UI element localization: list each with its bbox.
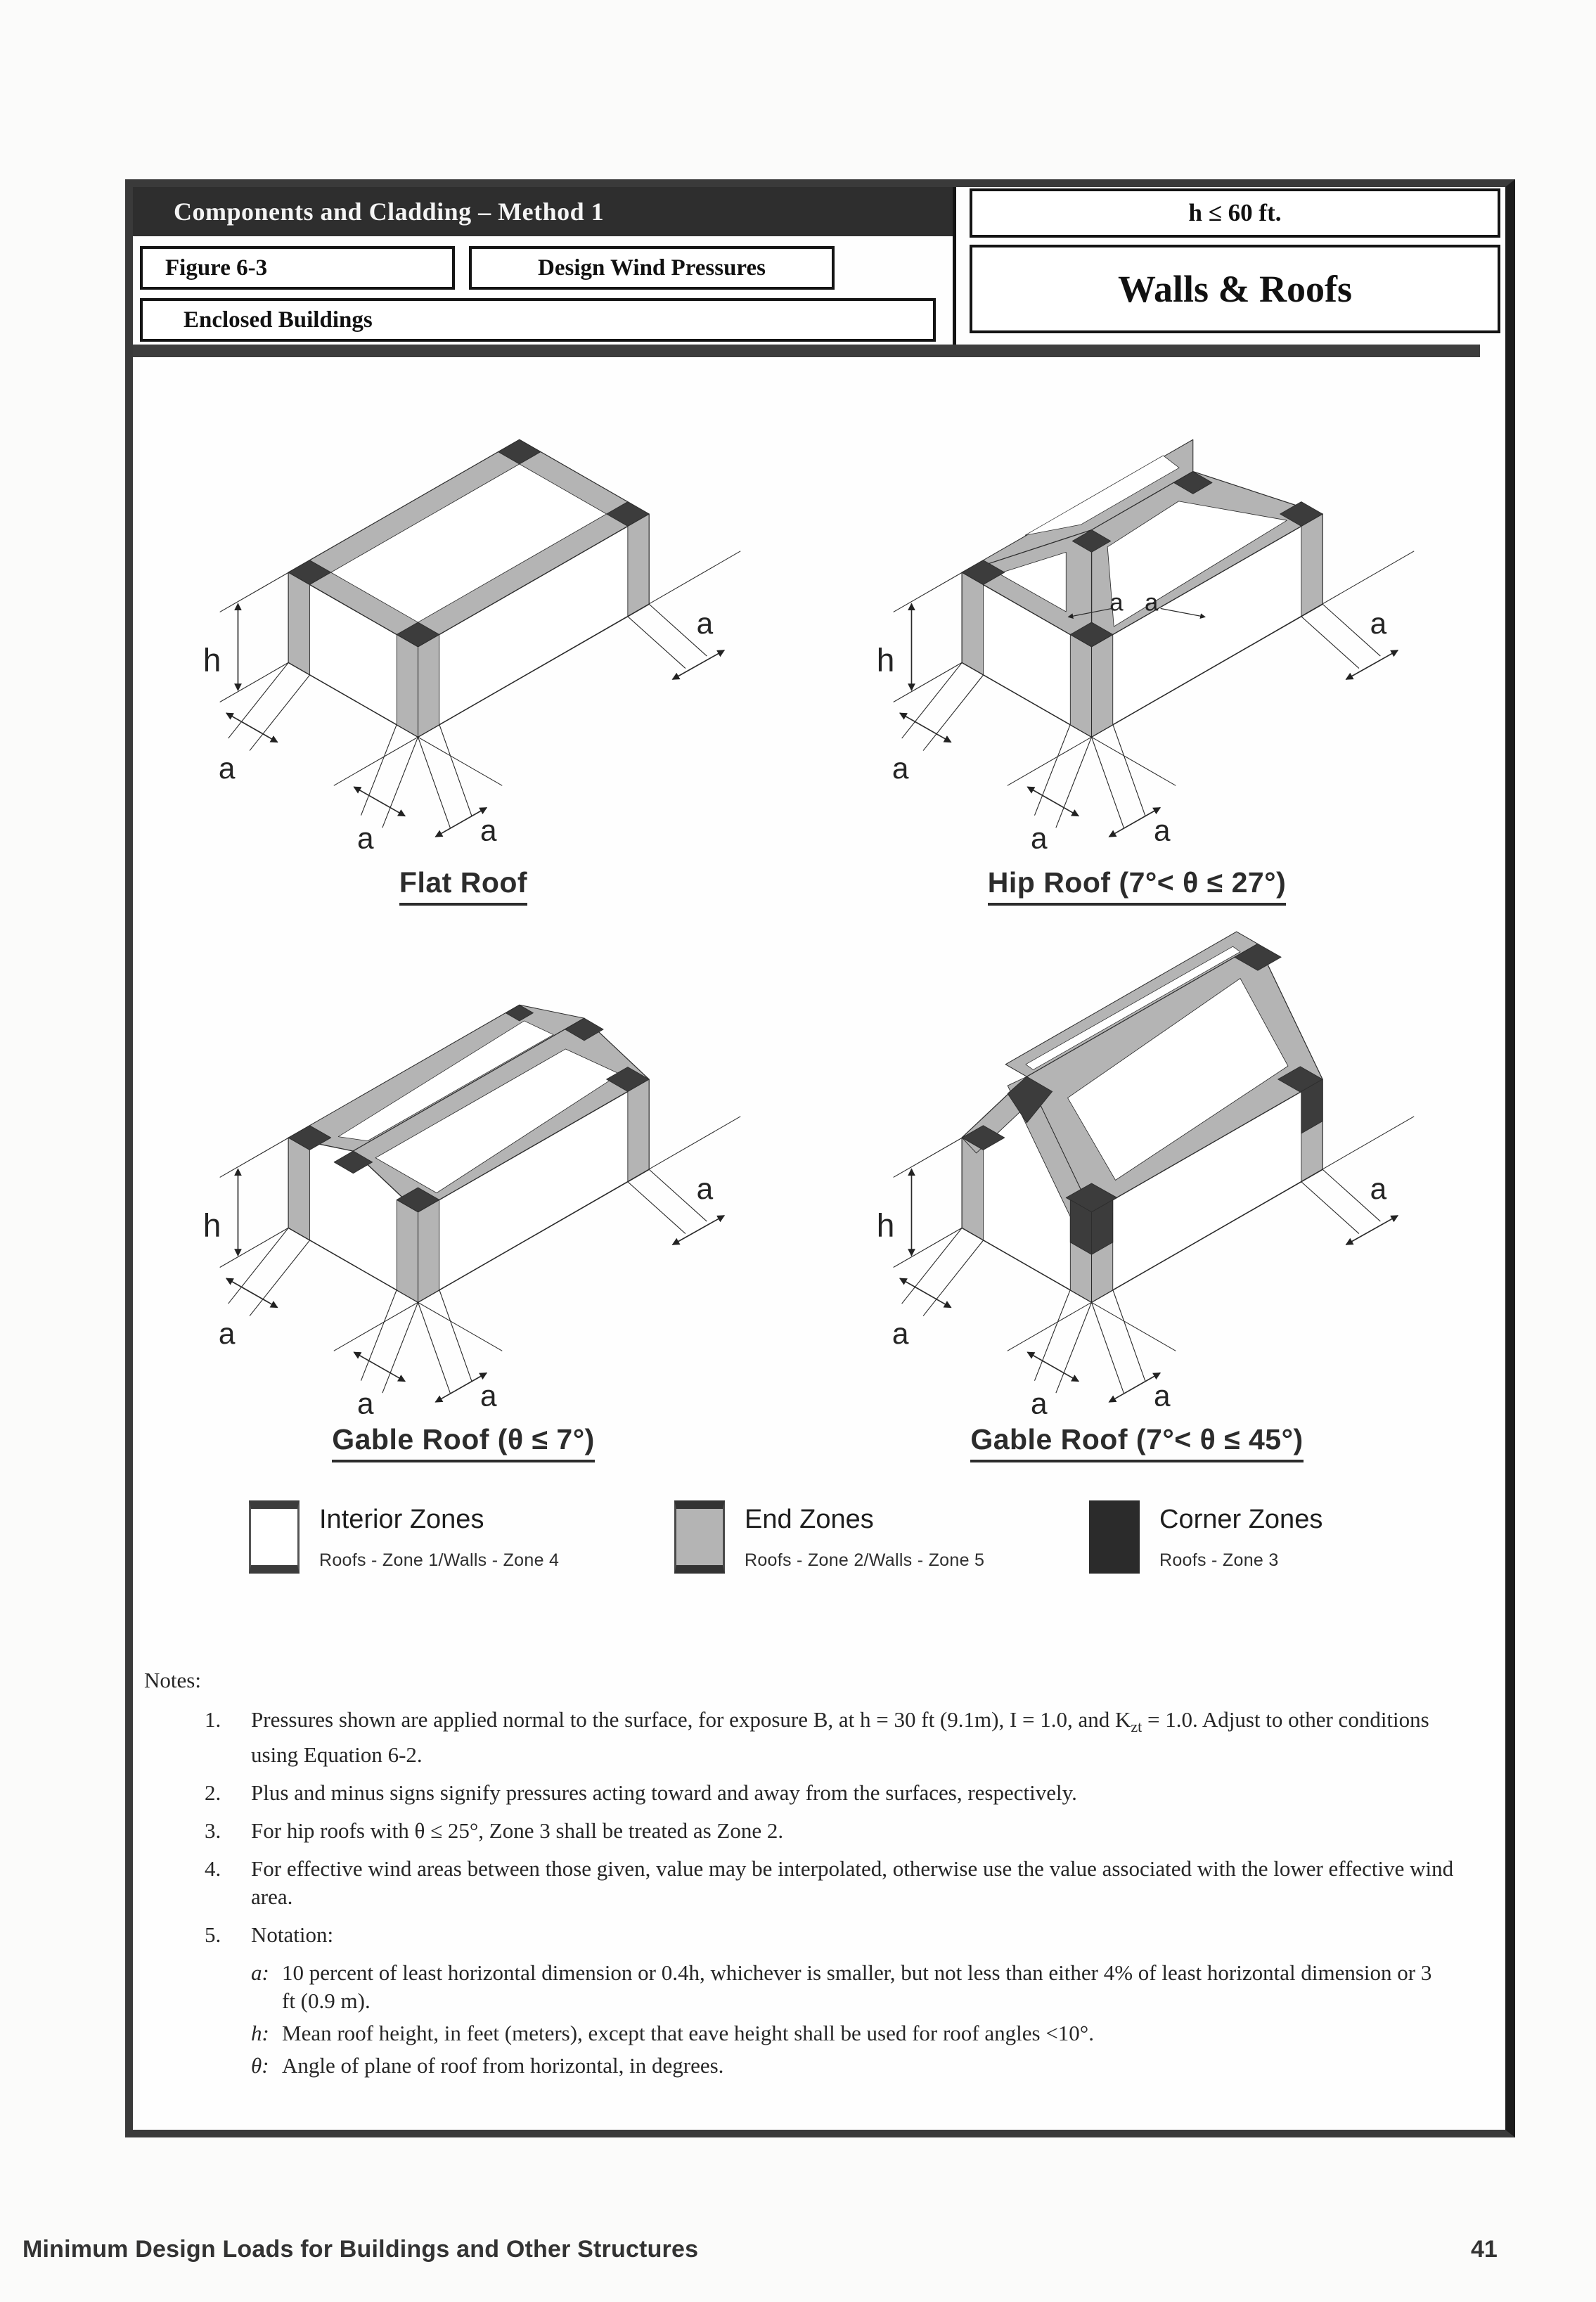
dimension-line [220, 572, 289, 612]
dimension-label: a [1109, 589, 1124, 617]
note-text-subscript: zt [1131, 1718, 1143, 1736]
header-column-divider [953, 187, 956, 345]
dimension-label: a [356, 1387, 374, 1419]
wall-corner-end-zone [962, 572, 983, 675]
dimension-line [361, 725, 397, 816]
notes-section [144, 1668, 1488, 2084]
dimension-line [229, 662, 289, 738]
design-wind-pressures-box [469, 246, 835, 290]
dimension-line [1092, 1302, 1124, 1394]
dimension-line [382, 1302, 418, 1393]
building-isometric [962, 439, 1323, 737]
dimension-line [1056, 1302, 1092, 1393]
figure-title-text: Components and Cladding – Method 1 [174, 198, 605, 226]
dimension-label: h [202, 641, 221, 679]
dimension-line [435, 1373, 487, 1402]
legend-detail: Roofs - Zone 2/Walls - Zone 5 [745, 1550, 985, 1570]
dimension-line [220, 662, 289, 702]
dimension-label: a [1370, 1171, 1387, 1205]
note-number: 3. [205, 1818, 221, 1844]
figure-frame [125, 179, 1515, 2137]
dimension-label: h [202, 1207, 221, 1244]
dimension-line [1109, 1373, 1160, 1402]
dimension-label: a [1370, 606, 1387, 640]
dimension-line [1301, 1182, 1359, 1234]
dimension-line [1109, 808, 1160, 837]
dimension-line [226, 1278, 278, 1307]
dimension-line [1092, 737, 1124, 828]
dimension-line [1346, 650, 1398, 679]
note-number: 1. [205, 1707, 221, 1732]
dimension-label: a [1153, 814, 1171, 847]
note-number: 4. [205, 1856, 221, 1882]
notation-text: 10 percent of least horizontal dimension or 0.4h, whichever is smaller, but not less than either 4% of least horizontal dimension or 3 ft (0.9 m). [282, 1960, 1432, 2014]
wall-corner-end-zone [288, 572, 309, 675]
note-number: 5. [205, 1922, 221, 1948]
enclosed-buildings-text: Enclosed Buildings [184, 307, 373, 333]
wall-corner-end-zone [397, 634, 418, 737]
figure-title-bar [133, 187, 953, 236]
notes-heading: Notes: [144, 1668, 201, 1692]
notation-item-a [251, 1959, 1488, 2015]
walls-roofs-box [970, 245, 1500, 333]
dimension-line [439, 1290, 472, 1382]
notation-item-h [251, 2019, 1488, 2047]
footer-book-title: Minimum Design Loads for Buildings and Other Structures [22, 2236, 699, 2263]
dimension-label: a [218, 1317, 236, 1351]
note-item-5 [144, 1921, 1488, 1949]
corner-zone-swatch [1089, 1500, 1140, 1574]
dimension-line [902, 662, 963, 738]
dimension-line [1113, 725, 1145, 816]
dimension-line [902, 1228, 963, 1304]
figure-number-box [140, 246, 455, 290]
flat-roof-diagram [147, 361, 780, 854]
wall-corner-end-zone [418, 634, 439, 737]
caption-text: Flat Roof [399, 866, 527, 906]
dimension-line [439, 725, 472, 816]
dimension-line [923, 1240, 984, 1316]
note-text-segment: = 1.0. Adjust to other conditions using Equation 6-2. [251, 1707, 1429, 1768]
dimension-line [220, 1138, 289, 1177]
dimension-line [900, 1278, 951, 1307]
dimension-line [1034, 725, 1070, 816]
legend-name: Interior Zones [319, 1505, 484, 1534]
wall-corner-end-zone [397, 1200, 418, 1302]
dimension-label: a [480, 1379, 497, 1413]
dimension-line [1027, 787, 1079, 816]
dimension-label: a [696, 1171, 714, 1205]
dimension-line [894, 662, 963, 702]
design-wind-pressures-text: Design Wind Pressures [538, 255, 766, 281]
building-isometric [288, 1005, 649, 1302]
dimension-label: a [892, 752, 909, 785]
wall-corner-end-zone [628, 514, 649, 617]
note-item-1 [144, 1706, 1488, 1769]
header-separator-bar [133, 345, 1480, 357]
wall-corner-end-zone [1301, 514, 1323, 617]
caption-text: Hip Roof (7°< θ ≤ 27°) [988, 866, 1286, 906]
dimension-line [220, 1228, 289, 1267]
notation-text: Angle of plane of roof from horizontal, in degrees. [282, 2053, 724, 2078]
building-isometric [962, 932, 1323, 1302]
dimension-line [418, 1302, 451, 1394]
caption-gable-roof-steep [820, 1423, 1453, 1456]
dimension-label: a [1030, 1387, 1048, 1419]
height-limit-box [970, 188, 1500, 238]
dimension-line [628, 1182, 686, 1234]
dimension-label: a [356, 821, 374, 854]
legend-item-interior-zones [249, 1500, 559, 1574]
interior-zone-swatch [249, 1500, 300, 1574]
dimension-line [923, 675, 984, 751]
walls-roofs-text: Walls & Roofs [1117, 268, 1353, 310]
caption-flat-roof [147, 866, 780, 899]
dimension-line [1113, 1290, 1145, 1382]
caption-text: Gable Roof (7°< θ ≤ 45°) [970, 1423, 1303, 1462]
legend-item-corner-zones [1089, 1500, 1323, 1574]
dimension-line [1346, 1216, 1398, 1245]
note-text: Notation: [251, 1922, 334, 1948]
note-text: Plus and minus signs signify pressures acting toward and away from the surfaces, respectively. [251, 1780, 1077, 1806]
dimension-line [1027, 1352, 1079, 1381]
notation-symbol: θ: [251, 2053, 269, 2078]
note-text: For effective wind areas between those given, value may be interpolated, otherwise use the value associated with the lower effective wind area. [251, 1856, 1454, 1910]
wall-corner-end-zone [1070, 634, 1091, 737]
dimension-line [361, 1290, 397, 1381]
dimension-line [894, 1228, 963, 1267]
dimension-label: a [892, 1317, 909, 1351]
dimension-line [894, 572, 963, 612]
note-item-2 [144, 1779, 1488, 1807]
notation-text: Mean roof height, in feet (meters), except that eave height shall be used for roof angles <10°. [282, 2021, 1094, 2046]
wall-corner-end-zone [288, 1138, 309, 1240]
dimension-line [628, 617, 686, 669]
dimension-label: h [876, 641, 895, 679]
dimension-line [418, 737, 451, 828]
notation-symbol: a: [251, 1960, 269, 1986]
note-text: For hip roofs with θ ≤ 25°, Zone 3 shall be treated as Zone 2. [251, 1818, 784, 1844]
note-number: 2. [205, 1780, 221, 1806]
legend-detail: Roofs - Zone 3 [1159, 1550, 1279, 1570]
notation-item-theta [251, 2052, 1488, 2080]
dimension-line [250, 1240, 310, 1316]
note-text [251, 1706, 1474, 1769]
figure-number-text: Figure 6-3 [165, 255, 268, 281]
gable-roof-low-slope-diagram [147, 927, 780, 1419]
dimension-label: a [696, 606, 714, 640]
note-item-4 [144, 1855, 1488, 1911]
legend-name: End Zones [745, 1505, 874, 1534]
dimension-line [894, 1138, 963, 1177]
dimension-label: a [1153, 1379, 1171, 1413]
dimension-line [673, 1216, 725, 1245]
legend-name: Corner Zones [1159, 1505, 1323, 1534]
dimension-line [354, 787, 405, 816]
caption-text: Gable Roof (θ ≤ 7°) [332, 1423, 595, 1462]
dimension-line [900, 713, 951, 742]
hip-roof-diagram [820, 361, 1453, 854]
wall-corner-end-zone [418, 1200, 439, 1302]
gable-roof-steep-slope-diagram [820, 927, 1453, 1419]
dimension-line [382, 737, 418, 828]
dimension-line [250, 675, 310, 751]
dimension-label: a [480, 814, 497, 847]
legend-detail: Roofs - Zone 1/Walls - Zone 4 [319, 1550, 560, 1570]
dimension-line [1056, 737, 1092, 828]
notation-symbol: h: [251, 2021, 269, 2046]
end-zone-swatch [674, 1500, 725, 1574]
dimension-line [673, 650, 725, 679]
dimension-line [354, 1352, 405, 1381]
dimension-label: h [876, 1207, 895, 1244]
dimension-line [229, 1228, 289, 1304]
caption-gable-roof-low [147, 1423, 780, 1456]
note-item-3 [144, 1817, 1488, 1845]
dimension-label: a [1145, 589, 1159, 617]
footer-page-number: 41 [1471, 2236, 1498, 2263]
note-text-segment: Pressures shown are applied normal to the surface, for exposure B, at h = 30 ft (9.1m), I = 1.0, and K [251, 1707, 1131, 1732]
caption-hip-roof [820, 866, 1453, 899]
dimension-label: a [218, 752, 236, 785]
wall-corner-end-zone [962, 1138, 983, 1240]
dimension-line [1301, 617, 1359, 669]
dimension-line [435, 808, 487, 837]
building-isometric [288, 439, 649, 737]
wall-corner-end-zone [628, 1079, 649, 1182]
wall-corner-end-zone [1092, 634, 1113, 737]
legend-item-end-zones [674, 1500, 984, 1574]
dimension-label: a [1030, 821, 1048, 854]
enclosed-buildings-box [140, 298, 936, 342]
dimension-line [226, 713, 278, 742]
height-limit-text: h ≤ 60 ft. [1188, 199, 1282, 226]
dimension-line [1034, 1290, 1070, 1381]
